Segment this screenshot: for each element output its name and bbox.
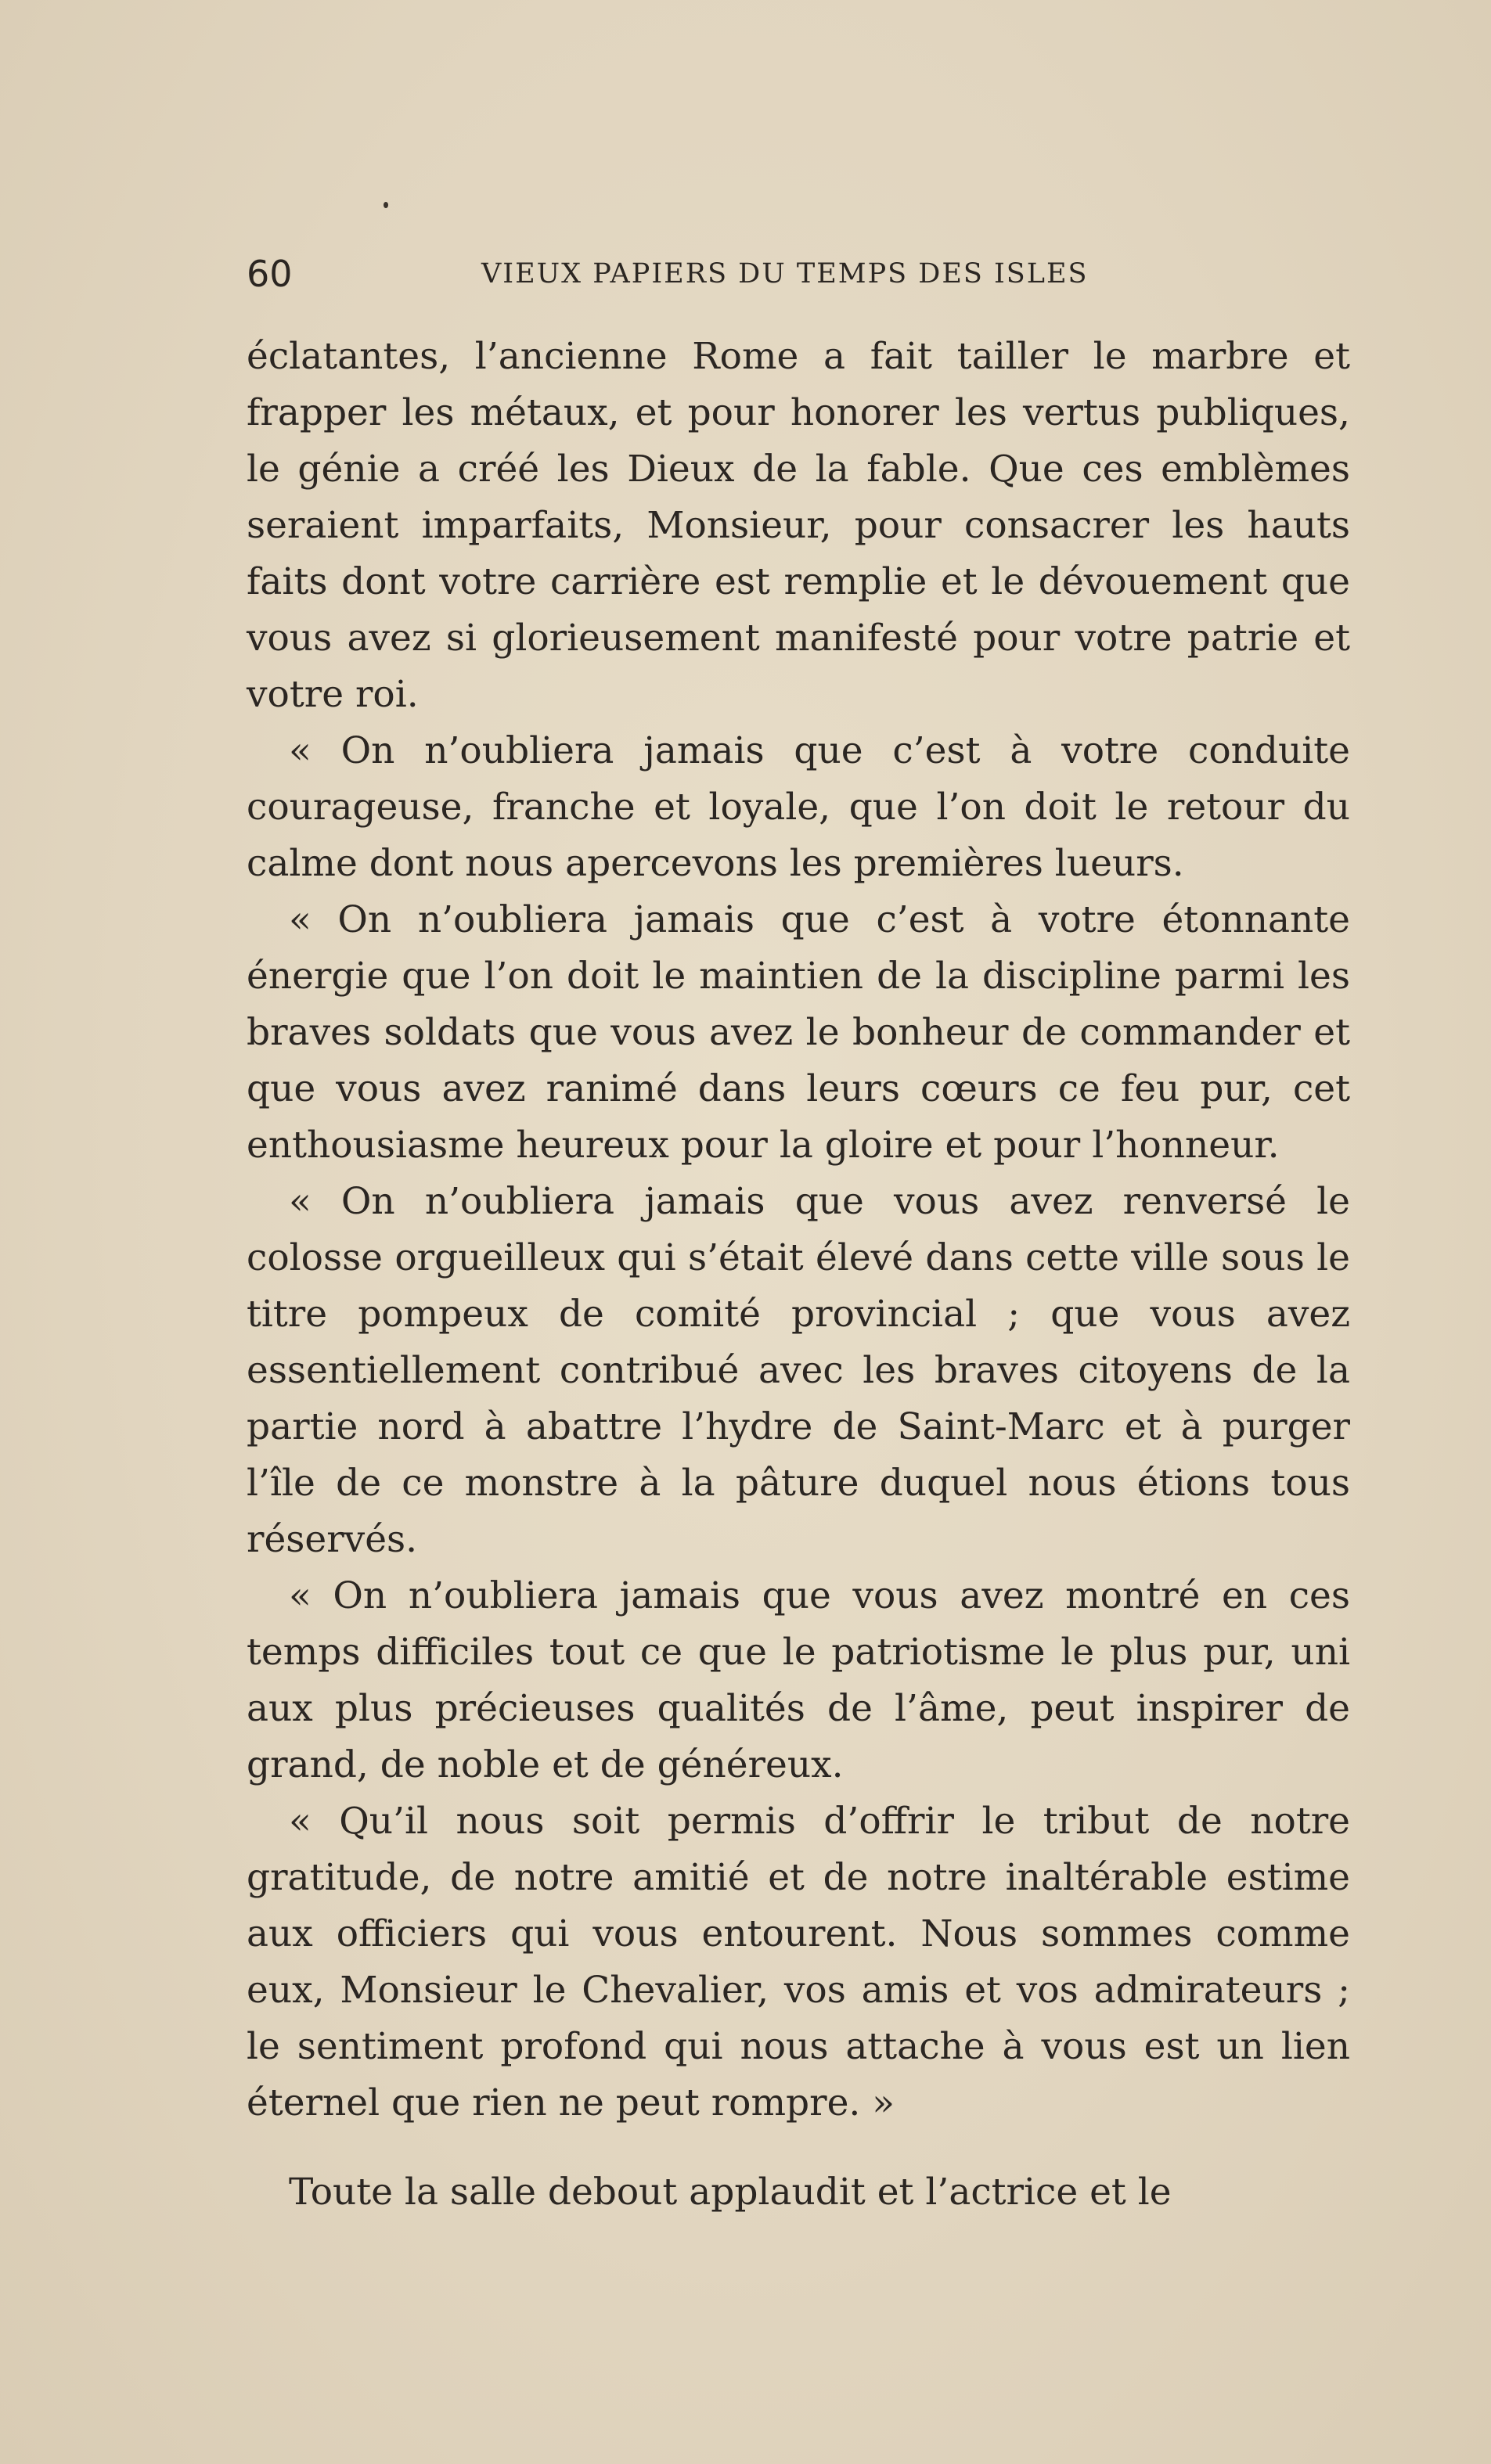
running-head: VIEUX PAPIERS DU TEMPS DES ISLES	[481, 258, 1089, 290]
page-number: 60	[247, 253, 293, 295]
paragraph-6: « Qu’il nous soit permis d’offrir le tribut de notre gratitude, de notre amitié et de notre inaltérable estime aux officiers qui vous entourent. Nous sommes comme eux, Monsieur le Chevalier, vos amis et vos admirateurs ; le sentiment profond qui nous attache à vous est un lien éternel que rien ne peut rompre. »	[247, 1800, 1350, 2124]
body-text	[247, 329, 1350, 2221]
paragraph-5: « On n’oubliera jamais que vous avez montré en ces temps difficiles tout ce que le patriotisme le plus pur, uni aux plus précieuses qualités de l’âme, peut inspirer de grand, de noble et de généreux.	[247, 1574, 1350, 1786]
paragraph-7: Toute la salle debout applaudit et l’actrice et le	[289, 2171, 1172, 2214]
paragraph-2: « On n’oubliera jamais que c’est à votre conduite courageuse, franche et loyale, que l’on doit le retour du calme dont nous apercevons les premières lueurs.	[247, 729, 1350, 885]
paragraph-4: « On n’oubliera jamais que vous avez renversé le colosse orgueilleux qui s’était élevé dans cette ville sous le titre pompeux de comité provincial ; que vous avez essentiellement contribué avec les braves citoyens de la partie nord à abattre l’hydre de Saint-Marc et à purger l’île de ce monstre à la pâture duquel nous étions tous réservés.	[247, 1180, 1350, 1561]
paragraph-1: éclatantes, l’ancienne Rome a fait tailler le marbre et frapper les métaux, et pour honorer les vertus publiques, le génie a créé les Dieux de la fable. Que ces emblèmes seraient imparfaits, Monsieur, pour consacrer les hauts faits dont votre carrière est remplie et le dévouement que vous avez si glorieusement manifesté pour votre patrie et votre roi.	[247, 335, 1350, 716]
paragraph-3: « On n’oubliera jamais que c’est à votre étonnante énergie que l’on doit le maintien de la discipline parmi les braves soldats que vous avez le bonheur de commander et que vous avez ranimé dans leurs cœurs ce feu pur, cet enthousiasme heureux pour la gloire et pour l’honneur.	[247, 898, 1350, 1167]
page-header	[247, 246, 1366, 301]
ink-speck	[384, 202, 388, 208]
